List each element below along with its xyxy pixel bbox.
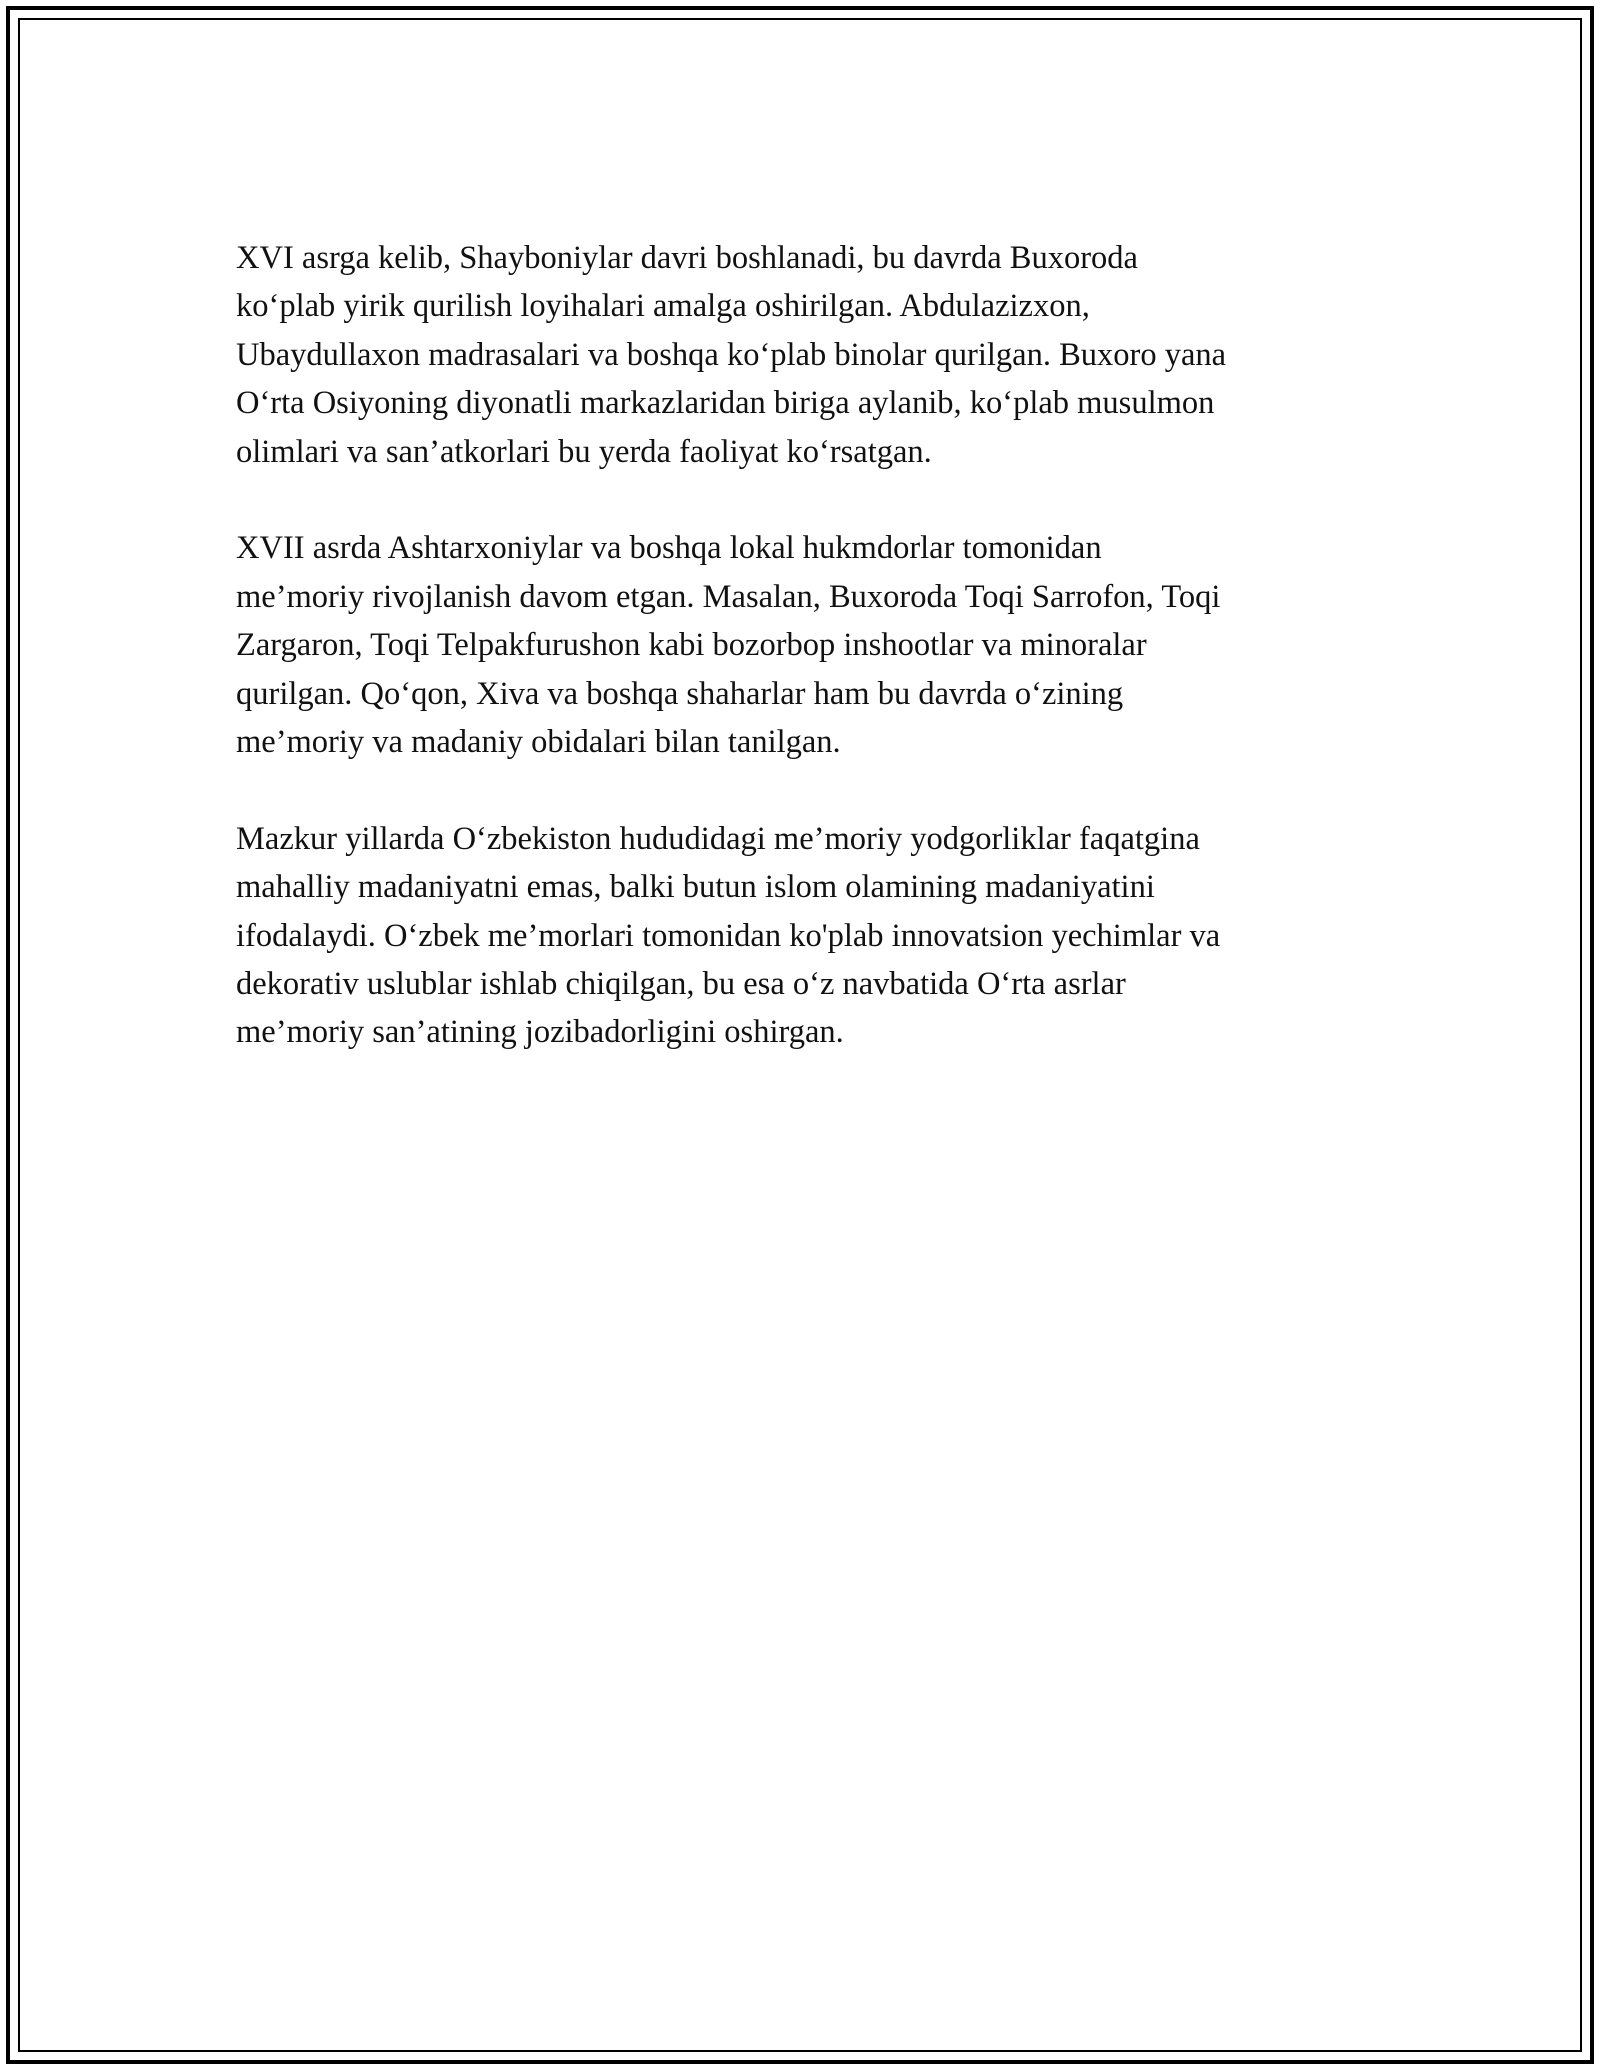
text-line: O‘rta Osiyoning diyonatli markazlaridan biriga aylanib, ko‘plab musulmon: [236, 385, 1215, 422]
text-line: me’moriy san’atining jozibadorligini oshirgan.: [236, 1014, 844, 1051]
document-body: [236, 234, 1366, 1105]
text-line: ifodalaydi. O‘zbek me’morlari tomonidan ko'plab innovatsion yechimlar va: [236, 917, 1221, 954]
text-line: olimlari va san’atkorlari bu yerda faoliyat ko‘rsatgan.: [236, 433, 932, 470]
text-line: dekorativ uslublar ishlab chiqilgan, bu esa o‘z navbatida O‘rta asrlar: [236, 966, 1126, 1003]
text-line: qurilgan. Qo‘qon, Xiva va boshqa shaharlar ham bu davrda o‘zining: [236, 675, 1124, 712]
text-line: Ubaydullaxon madrasalari va boshqa ko‘plab binolar qurilgan. Buxoro yana: [236, 336, 1227, 373]
text-line: me’moriy va madaniy obidalari bilan tanilgan.: [236, 724, 841, 761]
paragraph-shayboniylar: [236, 234, 1366, 476]
paragraph-ashtarxoniylar: [236, 524, 1366, 766]
text-line: XVI asrga kelib, Shayboniylar davri boshlanadi, bu davrda Buxoroda: [236, 240, 1138, 276]
text-line: XVII asrda Ashtarxoniylar va boshqa lokal hukmdorlar tomonidan: [236, 530, 1102, 567]
text-line: me’moriy rivojlanish davom etgan. Masalan, Buxoroda Toqi Sarrofon, Toqi: [236, 578, 1221, 615]
text-line: ko‘plab yirik qurilish loyihalari amalga oshirilgan. Abdulazizxon,: [236, 288, 1090, 325]
text-line: Zargaron, Toqi Telpakfurushon kabi bozorbop inshootlar va minoralar: [236, 627, 1147, 664]
text-line: Mazkur yillarda O‘zbekiston hududidagi me’moriy yodgorliklar faqatgina: [236, 820, 1200, 857]
text-line: mahalliy madaniyatni emas, balki butun islom olamining madaniyatini: [236, 869, 1155, 906]
paragraph-mazkur-yillarda: [236, 815, 1366, 1057]
